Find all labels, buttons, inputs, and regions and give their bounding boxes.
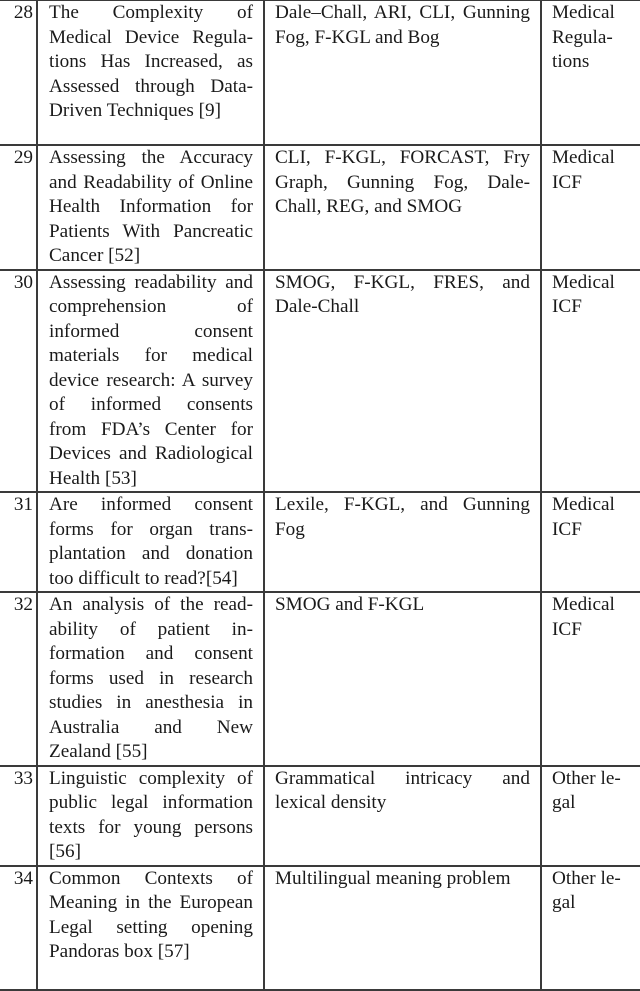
domain-label: Medical Regulations bbox=[552, 2, 615, 72]
paper-title: An analysis of the readability of patient information and consent forms used in research studies in anesthesia in Australia and New Zealand [55] bbox=[49, 594, 253, 762]
row-number: 34 bbox=[0, 866, 37, 990]
domain-label: Medical ICF bbox=[552, 271, 615, 317]
table-row bbox=[0, 145, 640, 270]
domain-cell bbox=[541, 492, 640, 592]
domain-cell bbox=[541, 866, 640, 990]
paper-title: Assessing readability and comprehension of informed consent materials for medical device research: A survey of informed consents from FDA’s Center for Devices and Radiological Health [53] bbox=[49, 271, 253, 489]
domain-cell bbox=[541, 0, 640, 145]
domain-label: Medical ICF bbox=[552, 594, 615, 640]
domain-label: Other legal bbox=[552, 867, 621, 913]
metrics-cell bbox=[264, 145, 541, 270]
paper-title: The Complexity of Medical Device Regulations Has Increased, as Assessed through Data-Driven Techniques [9] bbox=[49, 2, 253, 121]
readability-metrics: SMOG and F-KGL bbox=[275, 594, 425, 615]
title-cell bbox=[37, 492, 264, 592]
metrics-cell bbox=[264, 766, 541, 866]
readability-metrics: Grammatical intricacy and lexical density bbox=[275, 767, 530, 813]
table-row bbox=[0, 592, 640, 766]
row-number: 29 bbox=[0, 145, 37, 270]
domain-cell bbox=[541, 592, 640, 766]
domain-label: Medical ICF bbox=[552, 147, 615, 193]
row-number: 33 bbox=[0, 766, 37, 866]
title-cell bbox=[37, 145, 264, 270]
readability-metrics: CLI, F-KGL, FORCAST, Fry Graph, Gunning Fog, Dale-Chall, REG, and SMOG bbox=[275, 147, 530, 217]
readability-metrics: Lexile, F-KGL, and Gunning Fog bbox=[275, 494, 530, 540]
title-cell bbox=[37, 270, 264, 493]
table-row bbox=[0, 766, 640, 866]
title-cell bbox=[37, 866, 264, 990]
title-cell bbox=[37, 766, 264, 866]
paper-title: Assessing the Accuracy and Readability of Online Health Information for Patients With Pancreatic Cancer [52] bbox=[49, 147, 253, 266]
title-cell bbox=[37, 0, 264, 145]
table-row bbox=[0, 0, 640, 145]
row-number: 32 bbox=[0, 592, 37, 766]
metrics-cell bbox=[264, 866, 541, 990]
domain-cell bbox=[541, 270, 640, 493]
paper-title: Linguistic complexity of public legal information texts for young persons [56] bbox=[49, 767, 253, 862]
row-number: 30 bbox=[0, 270, 37, 493]
table-row bbox=[0, 270, 640, 493]
domain-cell bbox=[541, 145, 640, 270]
paper-title: Are informed consent forms for organ transplantation and donation too difficult to read?[54] bbox=[49, 494, 253, 589]
metrics-cell bbox=[264, 0, 541, 145]
title-cell bbox=[37, 592, 264, 766]
row-number: 31 bbox=[0, 492, 37, 592]
table-row bbox=[0, 866, 640, 990]
metrics-cell bbox=[264, 592, 541, 766]
metrics-cell bbox=[264, 270, 541, 493]
readability-metrics: Dale–Chall, ARI, CLI, Gunning Fog, F-KGL and Bog bbox=[275, 2, 530, 48]
paper-title: Common Contexts of Meaning in the European Legal setting opening Pandoras box [57] bbox=[49, 867, 253, 962]
domain-label: Other legal bbox=[552, 767, 621, 813]
domain-cell bbox=[541, 766, 640, 866]
readability-metrics: Multilingual meaning problem bbox=[275, 867, 511, 889]
metrics-cell bbox=[264, 492, 541, 592]
readability-metrics: SMOG, F-KGL, FRES, and Dale-Chall bbox=[275, 271, 530, 317]
domain-label: Medical ICF bbox=[552, 494, 615, 540]
table-row bbox=[0, 492, 640, 592]
row-number: 28 bbox=[0, 0, 37, 145]
